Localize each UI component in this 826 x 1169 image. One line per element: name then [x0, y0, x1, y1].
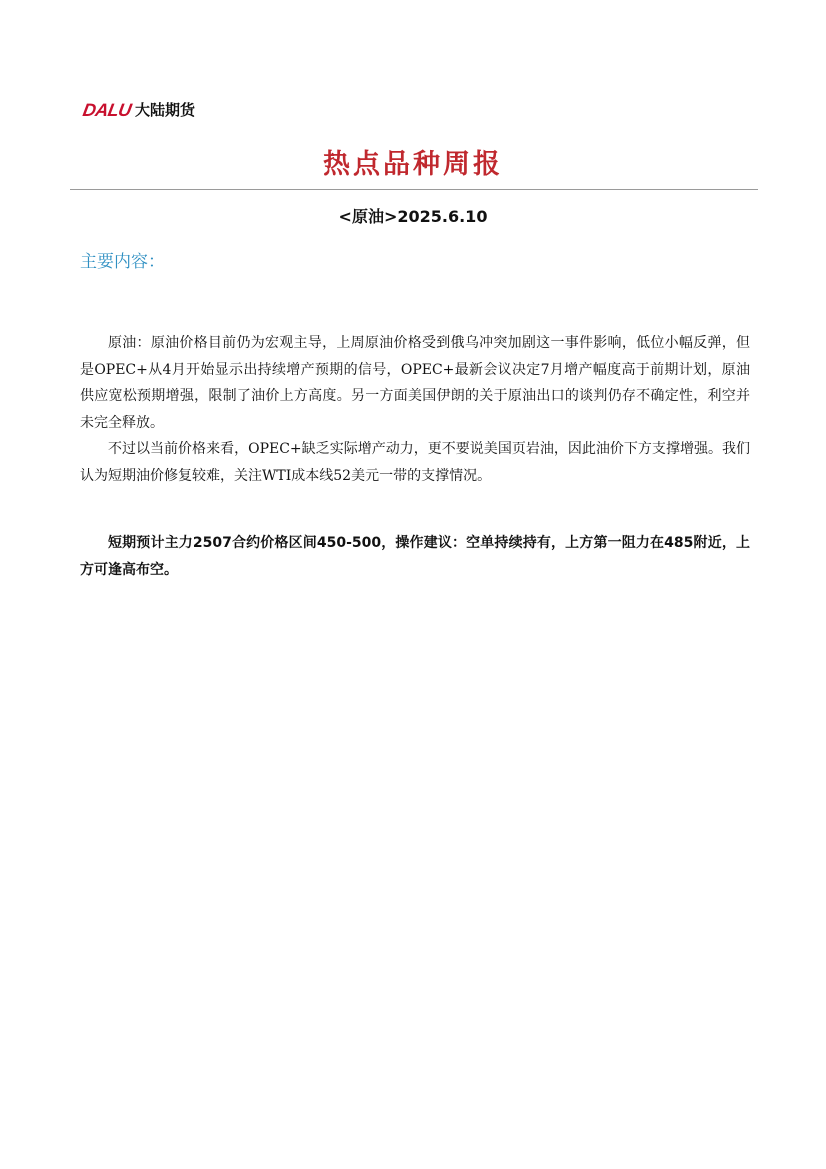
paragraph-price-support: 不过以当前价格来看，OPEC+缺乏实际增产动力，更不要说美国页岩油，因此油价下方支撑增强。我们认为短期油价修复较难，关注WTI成本线52美元一带的支撑情况。	[80, 441, 750, 484]
report-subtitle: <原油>2025.6.10	[338, 207, 488, 226]
logo-company-name: 大陆期货	[135, 101, 196, 119]
report-title: 热点品种周报	[323, 149, 503, 180]
company-logo	[83, 100, 195, 120]
logo-mark: DALU	[81, 100, 133, 120]
report-body	[80, 330, 750, 583]
section-heading-main-content: 主要内容：	[80, 252, 165, 272]
title-divider	[70, 189, 758, 190]
paragraph-trading-advice: 短期预计主力2507合约价格区间450-500，操作建议：空单持续持有，上方第一阻力在485附近，上方可逢高布空。	[80, 535, 750, 578]
paragraph-crude-oil-macro: 原油：原油价格目前仍为宏观主导，上周原油价格受到俄乌冲突加剧这一事件影响，低位小幅反弹，但是OPEC+从4月开始显示出持续增产预期的信号，OPEC+最新会议决定7月增产幅度高于前期计划，原油供应宽松预期增强，限制了油价上方高度。另一方面美国伊朗的关于原油出口的谈判仍存不确定性，利空并未完全释放。	[80, 335, 750, 431]
